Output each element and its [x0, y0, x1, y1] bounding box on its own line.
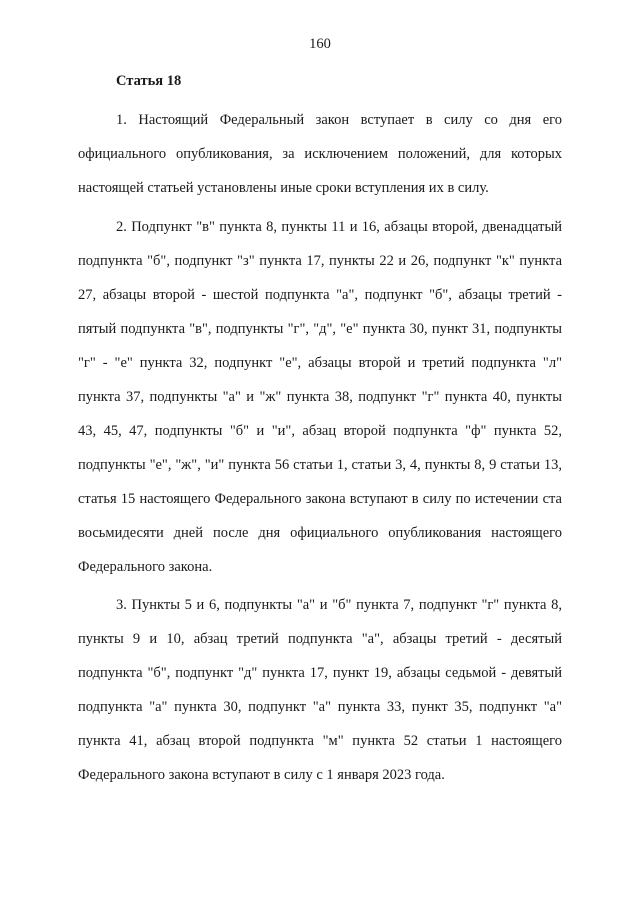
article-heading: Статья 18	[116, 73, 182, 89]
page-number: 160	[309, 36, 331, 52]
paragraph-2: 2. Подпункт "в" пункта 8, пункты 11 и 16, абзацы второй, двенадцатый подпункта "б", подпункт "з" пункта 17, пункты 22 и 26, подпункт "к" пункта 27, абзацы второй - шестой подпункта "а", подпункт "б", абзацы третий - пятый подпункта "в", подпункты "г", "д", "е" пункта 30, пункт 31, подпункты "г" - "е" пункта 32, подпункт "е", абзацы второй и третий подпункта "л" пункта 37, подпункты "а" и "ж" пункта 38, подпункт "г" пункта 40, пункты 43, 45, 47, подпункты "б" и "и", абзац второй подпункта "ф" пункта 52, подпункты "е", "ж", "и" пункта 56 статьи 1, статьи 3, 4, пункты 8, 9 статьи 13, статья 15 настоящего Федерального закона вступают в силу по истечении ста восьмидесяти дней после дня официального опубликования настоящего Федерального закона.	[78, 219, 562, 575]
paragraph-3: 3. Пункты 5 и 6, подпункты "а" и "б" пункта 7, подпункт "г" пункта 8, пункты 9 и 10, абзац третий подпункта "а", абзацы третий - десятый подпункта "б", подпункт "д" пункта 17, пункт 19, абзацы седьмой - девятый подпункта "а" пункта 30, подпункт "а" пункта 33, пункт 35, подпункт "а" пункта 41, абзац второй подпункта "м" пункта 52 статьи 1 настоящего Федерального закона вступают в силу с 1 января 2023 года.	[78, 597, 562, 783]
paragraph-1: 1. Настоящий Федеральный закон вступает в силу со дня его официального опубликования, за исключением положений, для которых настоящей статьей установлены иные сроки вступления их в силу.	[78, 112, 562, 196]
